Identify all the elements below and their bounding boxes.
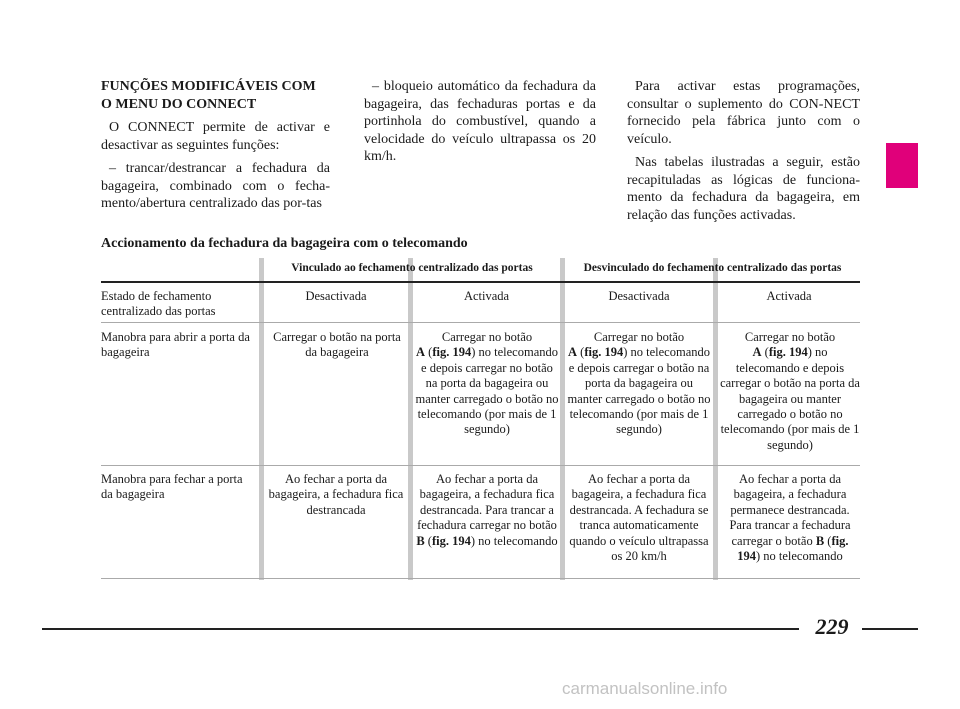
footer-rule — [862, 628, 918, 630]
paragraph: – trancar/destrancar a fechadura da bagageira, combinado com o fecha-mento/abertura centralizado das por-tas — [101, 161, 330, 211]
table-cell: Carregar o botão na porta da bagageira — [273, 330, 401, 360]
table-cell: Ao fechar a porta da bagageira, a fechadura permanece destrancada. Para trancar a fechadura carregar o botão B (fig. 194) no telecomando — [729, 472, 851, 564]
table-title: Accionamento da fechadura da bagageira com o telecomando — [101, 236, 468, 251]
column-left — [101, 78, 330, 219]
column-divider — [408, 258, 413, 580]
column-right — [627, 78, 860, 230]
table-cell: Carregar no botão A (fig. 194) no telecomando e depois carregar no botão na porta da bagageira ou manter carregado o botão no telecomando (por mais de 1 segundo) — [415, 330, 559, 437]
column-divider — [259, 258, 264, 580]
row-label: Manobra para fechar a porta da bagageira — [101, 472, 243, 502]
footer-rule — [42, 628, 799, 630]
table-cell: Carregar no botão A (fig. 194) no telecomando e depois carregar o botão na porta da bagageira ou manter carregado o botão no telecomando (por mais de 1 segundo) — [720, 330, 860, 452]
paragraph: Nas tabelas ilustradas a seguir, estão recapituladas as lógicas de funciona-mento da fechadura da bagageira, em relação das funções activadas. — [627, 155, 860, 223]
column-middle — [364, 78, 596, 172]
row-divider — [101, 322, 860, 323]
watermark-text: carmanualsonline.info — [562, 679, 728, 698]
table-cell: Ao fechar a porta da bagageira, a fechadura fica destrancada — [268, 472, 404, 517]
page-number: 229 — [815, 614, 849, 639]
row-label: Manobra para abrir a porta da bagageira — [101, 330, 250, 360]
row-label: Estado de fechamento centralizado das portas — [101, 289, 216, 319]
lock-logic-table — [101, 258, 860, 580]
table-cell: Ao fechar a porta da bagageira, a fechadura fica destrancada. A fechadura se tranca automaticamente quando o veículo ultrapassa os 20 km/h — [569, 472, 709, 564]
group-header-linked: Vinculado ao fechamento centralizado das portas — [291, 262, 533, 274]
section-heading: FUNÇÕES MODIFICÁVEIS COM O MENU DO CONNECT — [101, 79, 316, 112]
table-cell: Carregar no botão A (fig. 194) no telecomando e depois carregar o botão na porta da bagageira ou manter carregado o botão no telecomando (por mais de 1 segundo) — [567, 330, 711, 437]
table-cell: Ao fechar a porta da bagageira, a fechadura fica destrancada. Para trancar a fechadura carregar no botão B (fig. 194) no telecomando — [416, 472, 558, 548]
paragraph: O CONNECT permite de activar e desactivar as seguintes funções: — [101, 120, 330, 153]
group-header-unlinked: Desvinculado do fechamento centralizado das portas — [583, 262, 842, 274]
row-divider — [101, 465, 860, 466]
table-cell: Activada — [766, 289, 812, 303]
table-cell: Desactivada — [608, 289, 670, 303]
section-tab-marker — [886, 143, 918, 188]
table-cell: Activada — [463, 289, 510, 303]
table-header-rule — [101, 281, 860, 283]
paragraph: Para activar estas programações, consultar o suplemento do CON-NECT fornecido pela fábrica junto com o veículo. — [627, 79, 860, 147]
row-divider — [101, 578, 860, 579]
table-cell: Desactivada — [305, 289, 367, 303]
paragraph: – bloqueio automático da fechadura da bagageira, das fechaduras portas e da portinhola do combustível, quando a velocidade do veículo ultrapassa os 20 km/h. — [364, 79, 596, 164]
column-divider — [713, 258, 718, 580]
